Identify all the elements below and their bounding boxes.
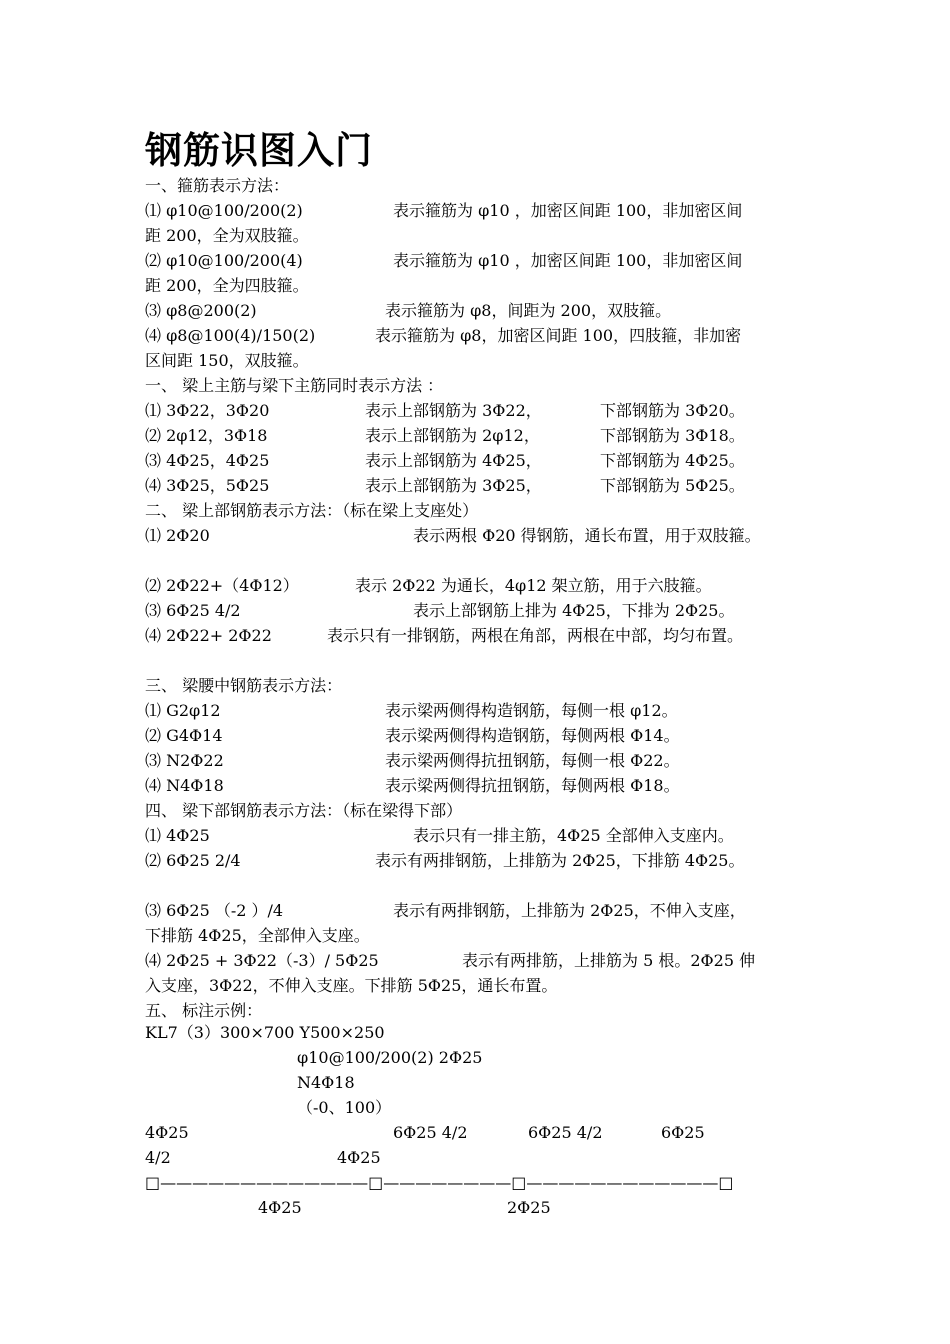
text-segment: 4Φ25 bbox=[337, 1148, 381, 1167]
text-segment: ⑵ 2φ12，3Φ18 bbox=[145, 426, 268, 445]
text-segment: ⑵ 2Φ22+（4Φ12） bbox=[145, 576, 299, 595]
text-line bbox=[0, 323, 950, 348]
text-segment: 区间距 150，双肢箍。 bbox=[145, 351, 309, 370]
text-segment: ⑶ φ8@200(2) bbox=[145, 301, 257, 320]
text-segment: 表示梁两侧得构造钢筋，每侧一根 φ12。 bbox=[385, 701, 678, 720]
text-line bbox=[0, 973, 950, 998]
text-segment: 三、 梁腰中钢筋表示方法： bbox=[145, 676, 343, 695]
text-segment: 距 200，全为双肢箍。 bbox=[145, 226, 309, 245]
text-line bbox=[0, 748, 950, 773]
text-segment: 表示两根 Φ20 得钢筋，通长布置，用于双肢箍。 bbox=[413, 526, 761, 545]
text-segment: ⑶ 6Φ25 （-2 ）/4 bbox=[145, 901, 284, 920]
text-segment: 表示箍筋为 φ8，加密区间距 100，四肢箍，非加密 bbox=[375, 326, 742, 345]
text-segment: 下部钢筋为 4Φ25。 bbox=[600, 451, 745, 470]
text-line bbox=[0, 948, 950, 973]
text-segment: 距 200，全为四肢箍。 bbox=[145, 276, 309, 295]
text-segment: 表示有两排筋，上排筋为 5 根。2Φ25 伸 bbox=[462, 951, 756, 970]
text-segment: ⑶ N2Φ22 bbox=[145, 751, 224, 770]
text-segment: 下部钢筋为 3Φ20。 bbox=[600, 401, 745, 420]
text-segment: KL7（3）300×700 Y500×250 bbox=[145, 1023, 385, 1042]
text-segment: 表示上部钢筋上排为 4Φ25，下排为 2Φ25。 bbox=[413, 601, 735, 620]
text-line bbox=[0, 1195, 950, 1220]
text-segment: □—————————————□————————□————————————□ bbox=[145, 1173, 734, 1192]
text-line bbox=[0, 198, 950, 223]
text-line bbox=[0, 698, 950, 723]
text-segment: 表示有两排钢筋，上排筋为 2Φ25，不伸入支座， bbox=[393, 901, 746, 920]
text-segment: 4Φ25 bbox=[258, 1198, 302, 1217]
text-segment: ⑶ 6Φ25 4/2 bbox=[145, 601, 241, 620]
text-line bbox=[0, 1070, 950, 1095]
text-segment: ⑴ φ10@100/200(2) bbox=[145, 201, 303, 220]
text-line bbox=[0, 373, 950, 398]
text-segment: 6Φ25 4/2 bbox=[393, 1123, 468, 1142]
text-segment: ⑷ 3Φ25，5Φ25 bbox=[145, 476, 270, 495]
text-segment: ⑷ N4Φ18 bbox=[145, 776, 224, 795]
text-segment: 表示有两排钢筋，上排筋为 2Φ25，下排筋 4Φ25。 bbox=[375, 851, 745, 870]
text-segment: 6Φ25 4/2 bbox=[528, 1123, 603, 1142]
text-line bbox=[0, 923, 950, 948]
text-line bbox=[0, 1045, 950, 1070]
text-line bbox=[0, 448, 950, 473]
text-line bbox=[0, 348, 950, 373]
text-segment: ⑴ 2Φ20 bbox=[145, 526, 210, 545]
text-line bbox=[0, 773, 950, 798]
text-line bbox=[0, 1020, 950, 1045]
text-segment: ⑵ G4Φ14 bbox=[145, 726, 223, 745]
text-segment: 五、 标注示例： bbox=[145, 1001, 263, 1020]
text-segment: 二、 梁上部钢筋表示方法：（标在梁上支座处） bbox=[145, 501, 479, 520]
text-segment: 表示上部钢筋为 4Φ25， bbox=[365, 451, 542, 470]
text-line bbox=[0, 723, 950, 748]
text-line bbox=[0, 848, 950, 873]
text-segment: ⑴ 3Φ22，3Φ20 bbox=[145, 401, 270, 420]
text-segment: （-0、100） bbox=[297, 1098, 392, 1117]
text-line bbox=[0, 398, 950, 423]
text-segment: φ10@100/200(2) 2Φ25 bbox=[297, 1048, 483, 1067]
text-segment: 下部钢筋为 5Φ25。 bbox=[600, 476, 745, 495]
text-segment: 表示只有一排钢筋，两根在角部，两根在中部，均匀布置。 bbox=[327, 626, 744, 645]
text-segment: 一、箍筋表示方法： bbox=[145, 176, 290, 195]
text-segment: 表示上部钢筋为 3Φ25， bbox=[365, 476, 542, 495]
text-segment: 四、 梁下部钢筋表示方法：（标在梁得下部） bbox=[145, 801, 463, 820]
text-segment: 下部钢筋为 3Φ18。 bbox=[600, 426, 745, 445]
text-segment: ⑷ 2Φ22+ 2Φ22 bbox=[145, 626, 272, 645]
text-line bbox=[0, 223, 950, 248]
text-line bbox=[0, 898, 950, 923]
text-line bbox=[0, 1145, 950, 1170]
text-segment: ⑴ G2φ12 bbox=[145, 701, 221, 720]
text-line bbox=[0, 473, 950, 498]
text-segment: 一、 梁上主筋与梁下主筋同时表示方法 ： bbox=[145, 376, 444, 395]
text-line bbox=[0, 423, 950, 448]
text-segment: 表示箍筋为 φ8，间距为 200，双肢箍。 bbox=[385, 301, 672, 320]
text-line bbox=[0, 523, 950, 548]
text-segment: 6Φ25 bbox=[661, 1123, 705, 1142]
text-segment: 表示上部钢筋为 2φ12， bbox=[365, 426, 540, 445]
text-segment: ⑵ 6Φ25 2/4 bbox=[145, 851, 241, 870]
text-segment: 表示 2Φ22 为通长，4φ12 架立筋，用于六肢箍。 bbox=[355, 576, 712, 595]
text-segment: ⑶ 4Φ25，4Φ25 bbox=[145, 451, 270, 470]
text-segment: 表示箍筋为 φ10 ，加密区间距 100，非加密区间 bbox=[393, 251, 743, 270]
text-segment: ⑷ 2Φ25 + 3Φ22（-3）/ 5Φ25 bbox=[145, 951, 379, 970]
text-line bbox=[0, 823, 950, 848]
text-segment: 表示梁两侧得抗扭钢筋，每侧两根 Φ18。 bbox=[385, 776, 680, 795]
text-line bbox=[0, 673, 950, 698]
text-segment: 表示梁两侧得抗扭钢筋，每侧一根 Φ22。 bbox=[385, 751, 680, 770]
text-segment: 表示箍筋为 φ10 ，加密区间距 100，非加密区间 bbox=[393, 201, 743, 220]
text-segment: N4Φ18 bbox=[297, 1073, 355, 1092]
text-line bbox=[0, 1095, 950, 1120]
text-segment: 4/2 bbox=[145, 1148, 171, 1167]
text-line bbox=[0, 248, 950, 273]
text-line bbox=[0, 173, 950, 198]
text-segment: 表示梁两侧得构造钢筋，每侧两根 Φ14。 bbox=[385, 726, 680, 745]
text-segment: ⑷ φ8@100(4)/150(2) bbox=[145, 326, 316, 345]
text-line bbox=[0, 798, 950, 823]
text-segment: 2Φ25 bbox=[507, 1198, 551, 1217]
text-segment: ⑵ φ10@100/200(4) bbox=[145, 251, 303, 270]
text-segment: 入支座，3Φ22，不伸入支座。下排筋 5Φ25，通长布置。 bbox=[145, 976, 558, 995]
text-line bbox=[0, 498, 950, 523]
text-line bbox=[0, 598, 950, 623]
text-segment: 表示上部钢筋为 3Φ22， bbox=[365, 401, 542, 420]
text-line bbox=[0, 1120, 950, 1145]
text-segment: 表示只有一排主筋，4Φ25 全部伸入支座内。 bbox=[413, 826, 734, 845]
text-line bbox=[0, 573, 950, 598]
text-line bbox=[0, 1170, 950, 1195]
text-segment: 下排筋 4Φ25，全部伸入支座。 bbox=[145, 926, 370, 945]
text-line bbox=[0, 623, 950, 648]
text-segment: ⑴ 4Φ25 bbox=[145, 826, 210, 845]
text-line bbox=[0, 298, 950, 323]
text-segment: 4Φ25 bbox=[145, 1123, 189, 1142]
text-line bbox=[0, 273, 950, 298]
page-title: 钢筋识图入门 bbox=[145, 128, 373, 172]
